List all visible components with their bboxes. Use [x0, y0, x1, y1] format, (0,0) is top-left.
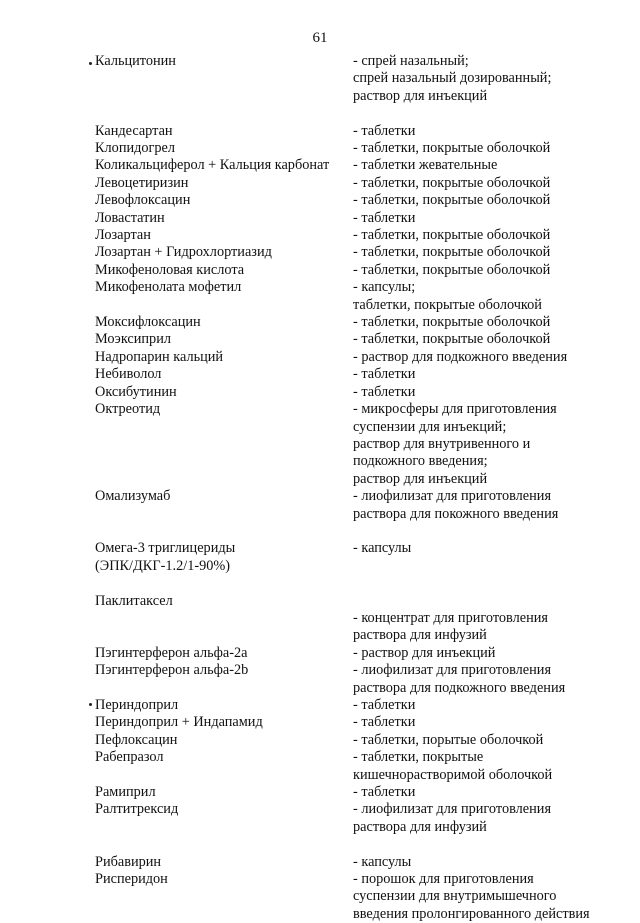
dosage-form-line: подкожного введения; [353, 453, 488, 470]
drug-table [95, 53, 625, 923]
dosage-forms [353, 157, 625, 174]
drug-name: Рибавирин [95, 853, 162, 870]
dosage-forms [353, 123, 625, 140]
drug-name: Ралтитрексид [95, 801, 179, 818]
dosage-forms [353, 697, 625, 714]
drug-row [95, 192, 625, 209]
dosage-form-line: кишечнорастворимой оболочкой [353, 766, 553, 783]
drug-name: Моэксиприл [95, 331, 171, 348]
drug-row [95, 349, 625, 366]
dosage-forms [353, 645, 625, 662]
dosage-form-line: суспензии для инъекций; [353, 418, 507, 435]
dosage-forms [353, 140, 625, 157]
dosage-forms [353, 593, 625, 645]
drug-name: Небиволол [95, 366, 162, 383]
drug-row [95, 210, 625, 227]
dosage-form-line: - капсулы; [353, 279, 416, 296]
drug-name: Кандесартан [95, 122, 173, 139]
dosage-form-line: - лиофилизат для приготовления [353, 801, 552, 818]
drug-name: Рабепразол [95, 749, 164, 766]
dosage-forms [353, 854, 625, 871]
dosage-forms [353, 732, 625, 749]
dosage-forms [353, 314, 625, 331]
dosage-form-line: - микросферы для приготовления [353, 401, 557, 418]
drug-name: Паклитаксел [95, 592, 173, 609]
drug-name: Надропарин кальций [95, 348, 224, 365]
dosage-forms [353, 749, 625, 784]
dosage-forms [353, 871, 625, 923]
drug-name: Октреотид [95, 401, 161, 418]
drug-row [95, 801, 625, 836]
drug-row [95, 262, 625, 279]
dosage-forms [353, 384, 625, 401]
dosage-form-line: - таблетки [353, 714, 416, 731]
drug-name: Ловастатин [95, 209, 165, 226]
drug-row [95, 854, 625, 871]
dosage-form-line: - капсулы [353, 540, 412, 557]
drug-row [95, 227, 625, 244]
dosage-form-line: - таблетки, покрытые оболочкой [353, 261, 551, 278]
dosage-forms [353, 210, 625, 227]
drug-name: Оксибутинин [95, 383, 177, 400]
drug-row [95, 401, 625, 488]
dosage-form-line: - таблетки [353, 209, 416, 226]
dosage-form-line: введения пролонгированного действия [353, 905, 590, 922]
dosage-form-line: раствора для инфузий [353, 627, 487, 644]
drug-row [95, 662, 625, 697]
dosage-forms [353, 540, 625, 557]
drug-row [95, 714, 625, 731]
dosage-forms [353, 801, 625, 836]
dosage-forms [353, 349, 625, 366]
dosage-form-line: - таблетки, покрытые оболочкой [353, 140, 551, 157]
row-spacer [95, 575, 625, 592]
drug-name: Периндоприл + Индапамид [95, 714, 263, 731]
dosage-form-line: раствора для инфузий [353, 818, 487, 835]
dosage-forms [353, 662, 625, 697]
dosage-form-line: раствора для покожного введения [353, 505, 559, 522]
dosage-forms [353, 784, 625, 801]
dosage-form-line: - таблетки [353, 383, 416, 400]
dosage-form-line: раствор для внутривенного и [353, 435, 531, 452]
drug-row [95, 314, 625, 331]
dosage-form-line: - таблетки, покрытые [353, 749, 484, 766]
scan-speck [89, 703, 92, 706]
dosage-forms [353, 331, 625, 348]
dosage-forms [353, 244, 625, 261]
dosage-form-line: - таблетки [353, 366, 416, 383]
drug-row [95, 540, 625, 575]
drug-row [95, 384, 625, 401]
dosage-form-line: таблетки, покрытые оболочкой [353, 296, 542, 313]
drug-row [95, 784, 625, 801]
drug-row [95, 749, 625, 784]
dosage-form-line: - лиофилизат для приготовления [353, 662, 552, 679]
drug-row [95, 53, 625, 105]
drug-name: Левофлоксацин [95, 192, 191, 209]
drug-row [95, 697, 625, 714]
drug-name: Моксифлоксацин [95, 314, 201, 331]
drug-row [95, 331, 625, 348]
row-spacer [95, 105, 625, 122]
dosage-form-line: раствор для инъекций [353, 87, 488, 104]
drug-name: Пефлоксацин [95, 731, 178, 748]
dosage-form-line: раствора для подкожного введения [353, 679, 566, 696]
dosage-form-line: - раствор для инъекций [353, 644, 496, 661]
dosage-form-line: - таблетки, покрытые оболочкой [353, 244, 551, 261]
drug-row [95, 488, 625, 523]
dosage-form-line: - таблетки, покрытые оболочкой [353, 314, 551, 331]
drug-name: Пэгинтерферон альфа-2а [95, 644, 248, 661]
dosage-form-line: раствор для инъекций [353, 470, 488, 487]
dosage-form-line: - таблетки [353, 122, 416, 139]
dosage-forms [353, 401, 625, 488]
row-spacer [95, 523, 625, 540]
dosage-form-line: суспензии для внутримышечного [353, 888, 557, 905]
dosage-forms [353, 366, 625, 383]
dosage-forms [353, 175, 625, 192]
drug-name: Клопидогрел [95, 140, 176, 157]
dosage-form-line: спрей назальный дозированный; [353, 70, 552, 87]
row-spacer [95, 836, 625, 853]
drug-row [95, 593, 625, 645]
drug-name: Кальцитонин [95, 53, 176, 69]
dosage-form-line: - таблетки жевательные [353, 157, 498, 174]
dosage-form-line: - таблетки, покрытые оболочкой [353, 331, 551, 348]
drug-name: Периндоприл [95, 696, 179, 713]
drug-name: Рисперидон [95, 871, 168, 888]
drug-name: Рамиприл [95, 784, 156, 801]
dosage-form-line: - таблетки, порытые оболочкой [353, 731, 544, 748]
dosage-forms [353, 53, 625, 105]
drug-name: Омализумаб [95, 488, 171, 505]
dosage-form-line: - таблетки [353, 696, 416, 713]
drug-row [95, 175, 625, 192]
drug-name: Коликальциферол + Кальция карбонат [95, 157, 330, 174]
drug-row [95, 140, 625, 157]
drug-name: Пэгинтерферон альфа-2b [95, 662, 249, 679]
drug-name: Микофеноловая кислота [95, 261, 245, 278]
dosage-forms [353, 714, 625, 731]
drug-name: Микофенолата мофетил [95, 279, 242, 296]
dosage-form-line: - таблетки [353, 784, 416, 801]
drug-row [95, 366, 625, 383]
dosage-forms [353, 279, 625, 314]
dosage-form-line: - таблетки, покрытые оболочкой [353, 192, 551, 209]
dosage-forms [353, 488, 625, 523]
dosage-form-line: - капсулы [353, 853, 412, 870]
drug-row [95, 279, 625, 314]
dosage-form-line: - таблетки, покрытые оболочкой [353, 227, 551, 244]
drug-row [95, 871, 625, 923]
drug-row [95, 157, 625, 174]
dosage-form-line: - порошок для приготовления [353, 871, 534, 888]
dosage-form-line [353, 593, 625, 610]
dosage-forms [353, 192, 625, 209]
dosage-form-line: - спрей назальный; [353, 53, 469, 69]
dosage-forms [353, 227, 625, 244]
drug-name: Омега-3 триглицериды (ЭПК/ДКГ-1.2/1-90%) [95, 540, 236, 574]
drug-row [95, 123, 625, 140]
dosage-form-line: - концентрат для приготовления [353, 609, 548, 626]
scan-speck [89, 62, 92, 65]
drug-name: Лозартан [95, 227, 151, 244]
page-number: 61 [312, 30, 328, 46]
dosage-form-line: - лиофилизат для приготовления [353, 488, 552, 505]
drug-row [95, 732, 625, 749]
drug-name: Левоцетиризин [95, 174, 189, 191]
drug-name: Лозартан + Гидрохлортиазид [95, 244, 272, 261]
dosage-form-line: - таблетки, покрытые оболочкой [353, 174, 551, 191]
drug-row [95, 244, 625, 261]
dosage-form-line: - раствор для подкожного введения [353, 348, 568, 365]
dosage-forms [353, 262, 625, 279]
drug-row [95, 645, 625, 662]
